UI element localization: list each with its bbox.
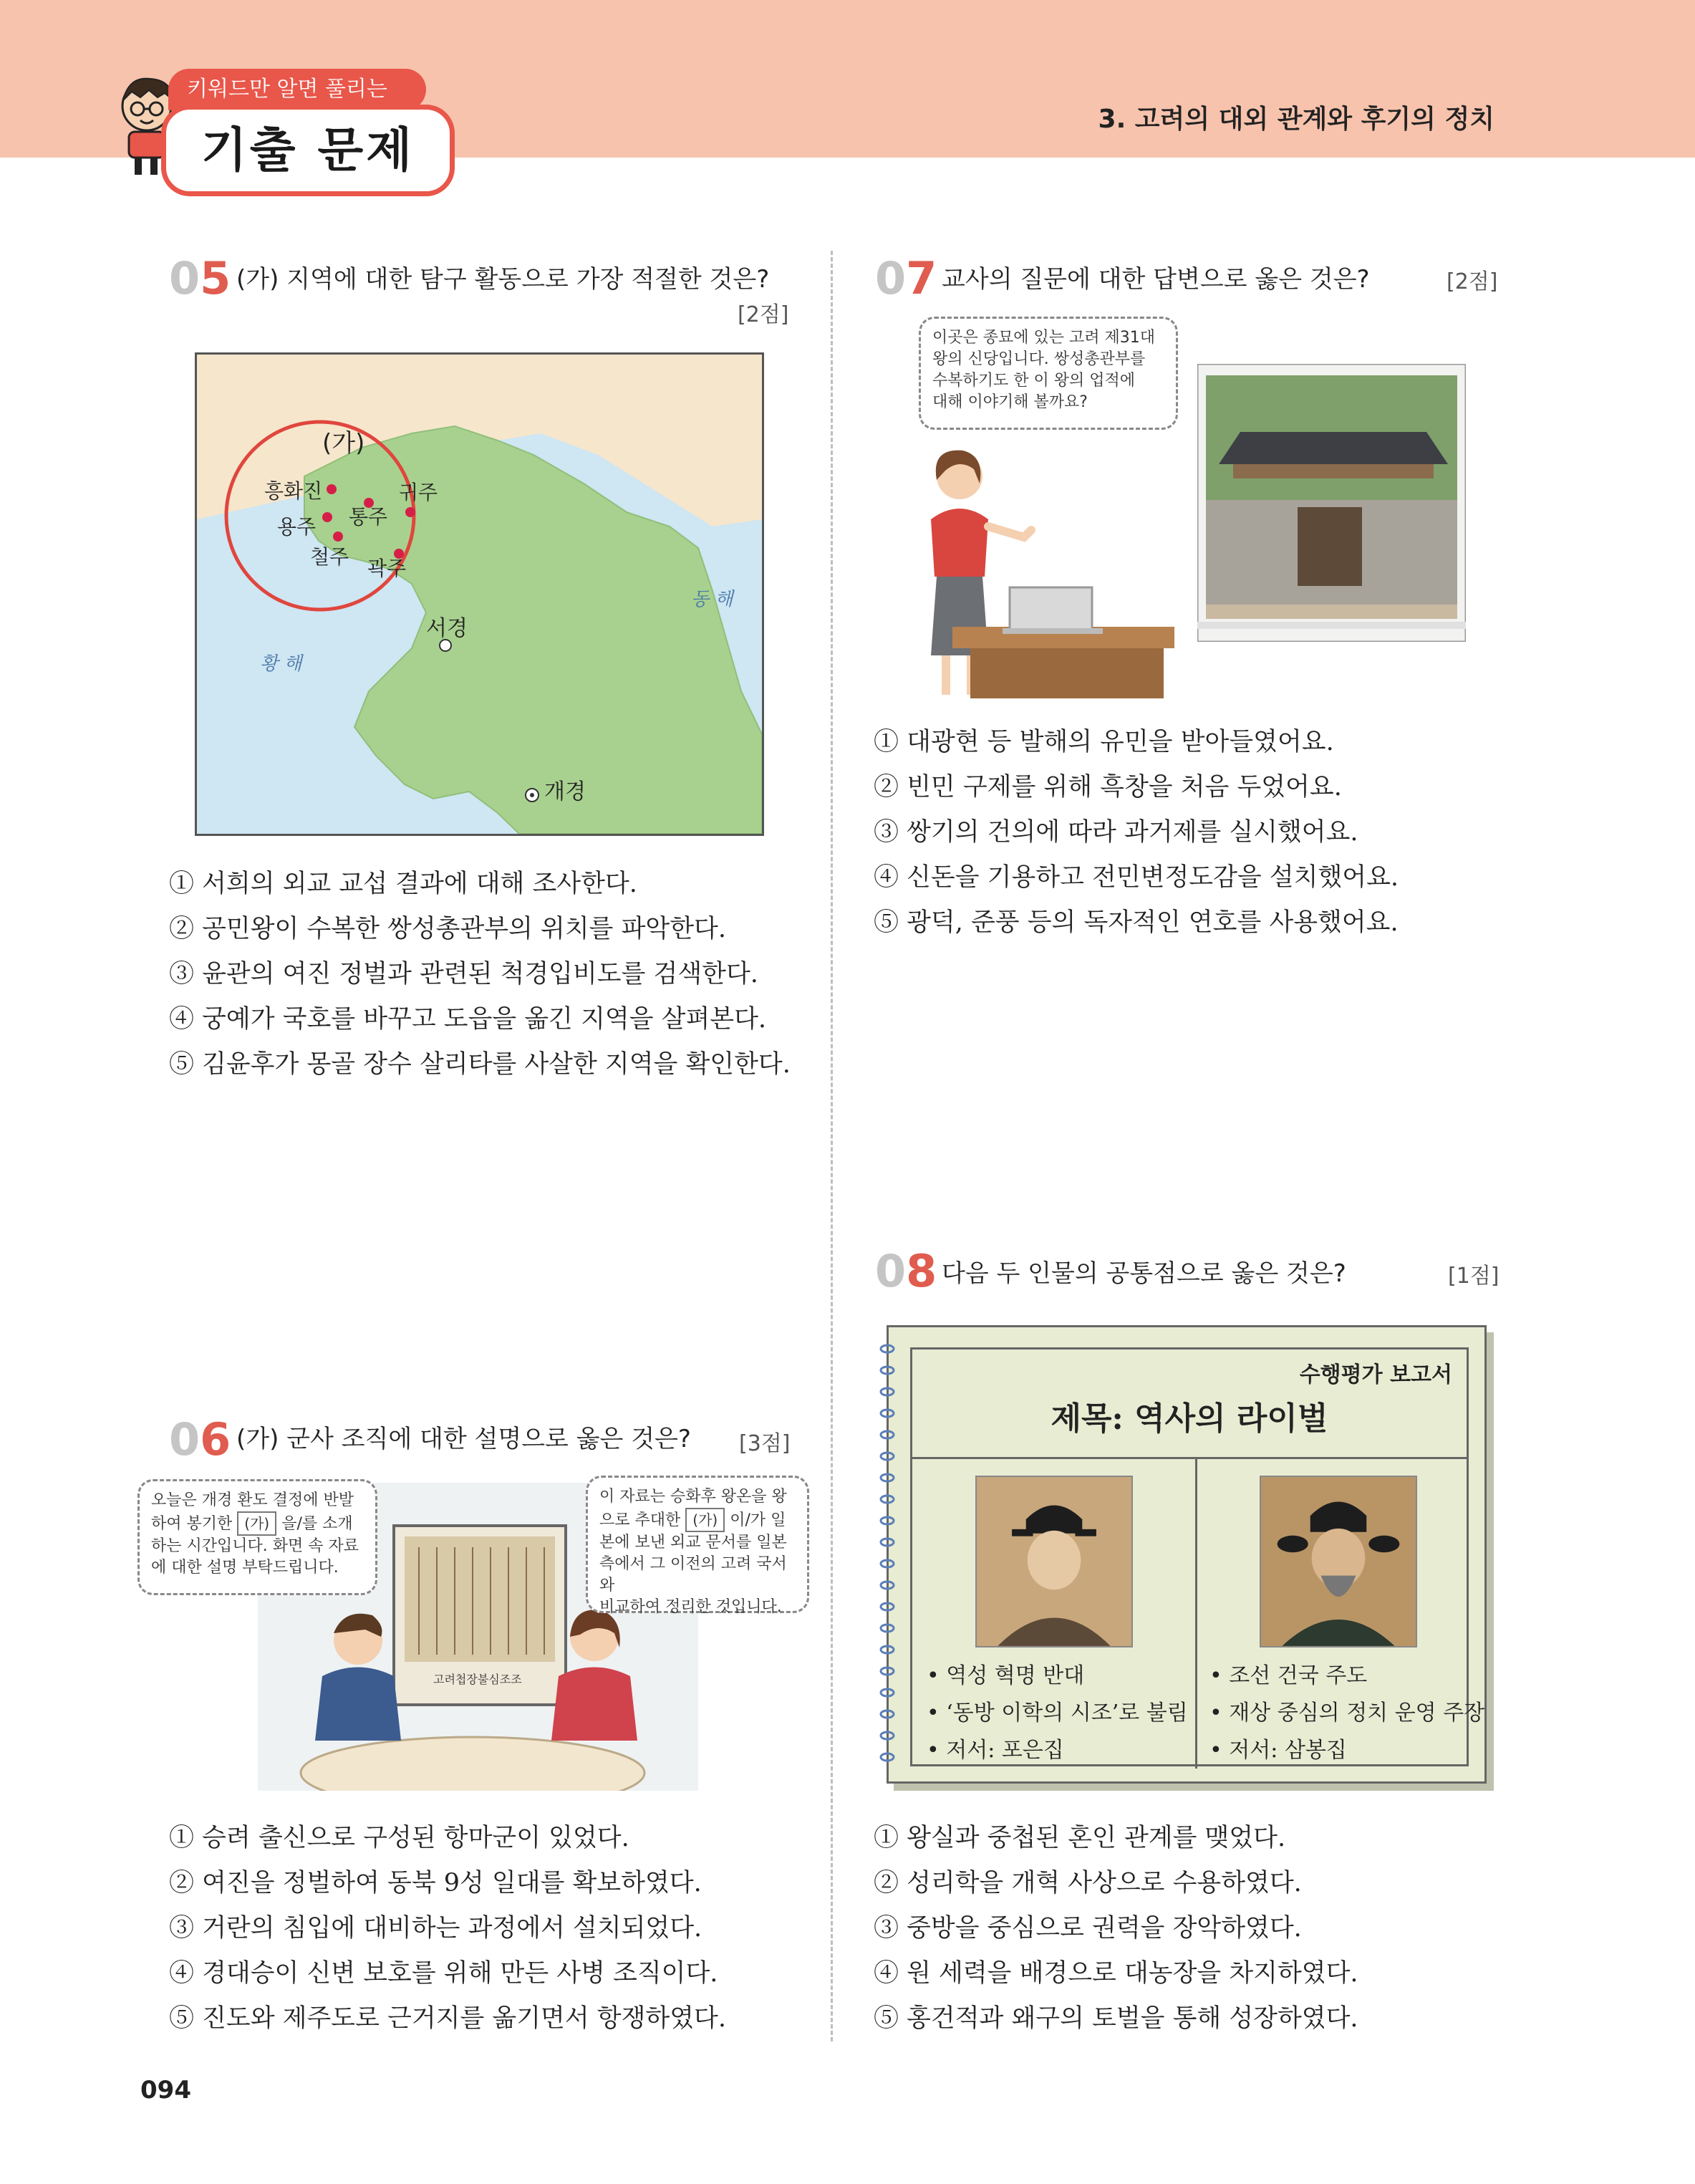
choice[interactable]: ① 서희의 외교 교섭 결과에 대해 조사한다.	[169, 870, 637, 898]
choice[interactable]: ④ 원 세력을 배경으로 대농장을 차지하였다.	[874, 1959, 1358, 1988]
portrait-left	[975, 1476, 1133, 1647]
q08-question: 다음 두 인물의 공통점으로 옳은 것은?	[942, 1259, 1346, 1288]
q07-choices	[874, 720, 1399, 946]
q05-question: (가) 지역에 대한 탐구 활동으로 가장 적절한 것은?	[236, 265, 770, 294]
choice[interactable]: ⑤ 홍건적과 왜구의 토벌을 통해 성장하였다.	[874, 2004, 1358, 2033]
page-number: 094	[140, 2076, 191, 2104]
keyword-tab: 키워드만 알면 풀리는	[168, 69, 426, 110]
report-divider	[1195, 1457, 1197, 1769]
choice[interactable]: ② 공민왕이 수복한 쌍성총관부의 위치를 파악한다.	[169, 915, 726, 943]
choice[interactable]: ② 빈민 구제를 위해 흑창을 처음 두었어요.	[874, 773, 1342, 802]
report-tag: 수행평가 보고서	[1299, 1362, 1452, 1387]
report-title: 제목: 역사의 라이벌	[1051, 1400, 1328, 1437]
report-left-bullets: • 역성 혁명 반대 • ‘동방 이학의 시조’로 불림 • 저서: 포은집	[927, 1663, 1188, 1763]
map-sea: 황 해	[260, 653, 302, 675]
q07-teacher-illustration	[902, 441, 1203, 698]
q07-bubble: 이곳은 종묘에 있는 고려 제31대 왕의 신당입니다. 쌍성총관부를 수복하기도 한 이 왕의 업적에 대해 이야기해 볼까요?	[919, 317, 1178, 430]
page-title: 기출 문제	[161, 105, 455, 196]
map-place: 개경	[544, 779, 586, 804]
screen-caption: 고려첩장불심조조	[433, 1673, 522, 1686]
choice[interactable]: ④ 신돈을 기용하고 전민변정도감을 설치했어요.	[874, 863, 1399, 892]
q08-number: 08	[875, 1245, 937, 1297]
choice[interactable]: ① 승려 출신으로 구성된 항마군이 있었다.	[169, 1824, 629, 1852]
choice[interactable]: ⑤ 광덕, 준풍 등의 독자적인 연호를 사용했어요.	[874, 908, 1399, 937]
q05-points: [2점]	[738, 302, 789, 327]
map-place: 서경	[426, 616, 468, 641]
q06-choices	[169, 1816, 726, 2041]
choice[interactable]: ① 왕실과 중첩된 혼인 관계를 맺었다.	[874, 1824, 1286, 1852]
choice[interactable]: ② 성리학을 개혁 사상으로 수용하였다.	[874, 1869, 1302, 1897]
q08-choices	[874, 1816, 1358, 2041]
map-place: 흥화진	[264, 479, 323, 503]
map-place: 귀주	[399, 481, 438, 504]
map-place: 철주	[310, 545, 349, 569]
report-divider	[912, 1457, 1467, 1459]
spiral-binding-icon	[879, 1342, 896, 1771]
blank-box: (가)	[237, 1511, 276, 1536]
choice[interactable]: ⑤ 진도와 제주도로 근거지를 옮기면서 항쟁하였다.	[169, 2004, 726, 2033]
portrait-right	[1260, 1476, 1417, 1647]
q05-map	[195, 352, 764, 836]
report-right-bullets: • 조선 건국 주도 • 재상 중심의 정치 운영 주장 • 저서: 삼봉집	[1209, 1663, 1485, 1763]
map-place: 곽주	[367, 557, 407, 580]
choice[interactable]: ④ 궁예가 국호를 바꾸고 도읍을 옮긴 지역을 살펴본다.	[169, 1005, 767, 1034]
map-sea: 동 해	[691, 589, 733, 610]
choice[interactable]: ④ 경대승이 신변 보호를 위해 만든 사병 조직이다.	[169, 1959, 718, 1988]
choice[interactable]: ③ 중방을 중심으로 권력을 장악하였다.	[874, 1914, 1302, 1943]
q06-points: [3점]	[739, 1431, 791, 1456]
q07-question: 교사의 질문에 대한 답변으로 옳은 것은?	[942, 265, 1370, 294]
choice[interactable]: ③ 윤관의 여진 정벌과 관련된 척경입비도를 검색한다.	[169, 960, 758, 988]
q08-points: [1점]	[1448, 1264, 1500, 1289]
map-place: 용주	[277, 515, 317, 539]
q06-question: (가) 군사 조직에 대한 설명으로 옳은 것은?	[236, 1425, 691, 1453]
q05-number: 05	[169, 252, 231, 304]
choice[interactable]: ① 대광현 등 발해의 유민을 받아들였어요.	[874, 728, 1334, 756]
q05-choices	[169, 862, 791, 1087]
blank-box: (가)	[685, 1508, 725, 1532]
q06-bubble-left: 오늘은 개경 환도 결정에 반발 하여 봉기한 (가) 을/를 소개 하는 시간입니다. 화면 속 자료 에 대한 설명 부탁드립니다.	[137, 1479, 377, 1595]
q07-number: 07	[875, 252, 937, 304]
section-title: 3. 고려의 대외 관계와 후기의 정치	[1098, 105, 1494, 134]
q08-report-card	[887, 1325, 1487, 1784]
choice[interactable]: ⑤ 김윤후가 몽골 장수 살리타를 사살한 지역을 확인한다.	[169, 1050, 791, 1079]
column-divider	[831, 251, 833, 2041]
choice[interactable]: ③ 거란의 침입에 대비하는 과정에서 설치되었다.	[169, 1914, 702, 1943]
q06-number: 06	[169, 1413, 231, 1466]
choice[interactable]: ③ 쌍기의 건의에 따라 과거제를 실시했어요.	[874, 818, 1358, 847]
map-place: 통주	[349, 505, 388, 529]
choice[interactable]: ② 여진을 정벌하여 동북 9성 일대를 확보하였다.	[169, 1869, 702, 1897]
q07-points: [2점]	[1447, 269, 1498, 294]
map-region-label: (가)	[322, 429, 365, 458]
q07-shrine-photo	[1197, 364, 1466, 642]
q06-bubble-right: 이 자료는 승화후 왕온을 왕 으로 추대한 (가) 이/가 일 본에 보낸 외교 문서를 일본 측에서 그 이전의 고려 국서와 비교하여 정리한 것입니다.	[586, 1476, 809, 1613]
